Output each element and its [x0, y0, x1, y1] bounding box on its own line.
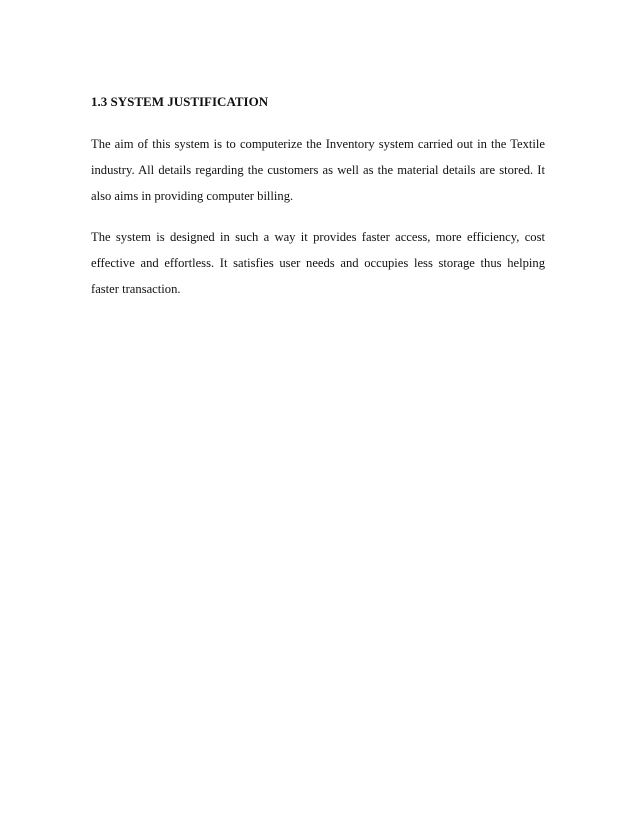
- paragraph-design: The system is designed in such a way it provides faster access, more efficiency, cost effective and effortless. It satisfies user needs and occupies less storage thus helping faster transaction.: [91, 230, 545, 296]
- section-content: [91, 93, 545, 317]
- section-heading: 1.3 SYSTEM JUSTIFICATION: [91, 94, 269, 109]
- paragraph-aim: The aim of this system is to computerize the Inventory system carried out in the Textile industry. All details regarding the customers as well as the material details are stored. It also aims in providing computer billing.: [91, 137, 545, 203]
